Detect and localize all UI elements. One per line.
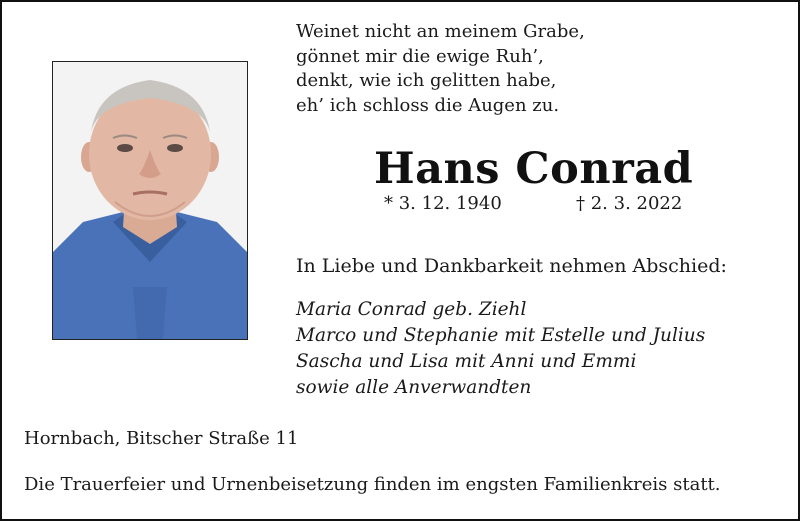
portrait-photo: [52, 61, 248, 340]
poem-line: eh’ ich schloss die Augen zu.: [296, 94, 560, 116]
poem-line: gönnet mir die ewige Ruh’,: [296, 45, 544, 67]
poem-line: denkt, wie ich gelitten habe,: [296, 70, 557, 91]
birth-date: * 3. 12. 1940: [384, 193, 502, 214]
mourner-line: Maria Conrad geb. Ziehl: [296, 299, 527, 320]
deceased-name: Hans Conrad: [374, 144, 694, 194]
funeral-note: Die Trauerfeier und Urnenbeisetzung finden im engsten Familienkreis statt.: [24, 474, 721, 495]
death-date: † 2. 3. 2022: [576, 193, 683, 214]
poem-line: Weinet nicht an meinem Grabe,: [296, 21, 585, 42]
poem: [296, 20, 585, 118]
mourner-line: Marco und Stephanie mit Estelle und Julius: [296, 325, 706, 346]
mourners-list: [296, 297, 705, 401]
address: Hornbach, Bitscher Straße 11: [24, 428, 299, 449]
mourner-line: Sascha und Lisa mit Anni und Emmi: [296, 351, 637, 372]
mourner-line: sowie alle Anverwandten: [296, 377, 532, 398]
farewell-intro: In Liebe und Dankbarkeit nehmen Abschied:: [296, 255, 727, 277]
